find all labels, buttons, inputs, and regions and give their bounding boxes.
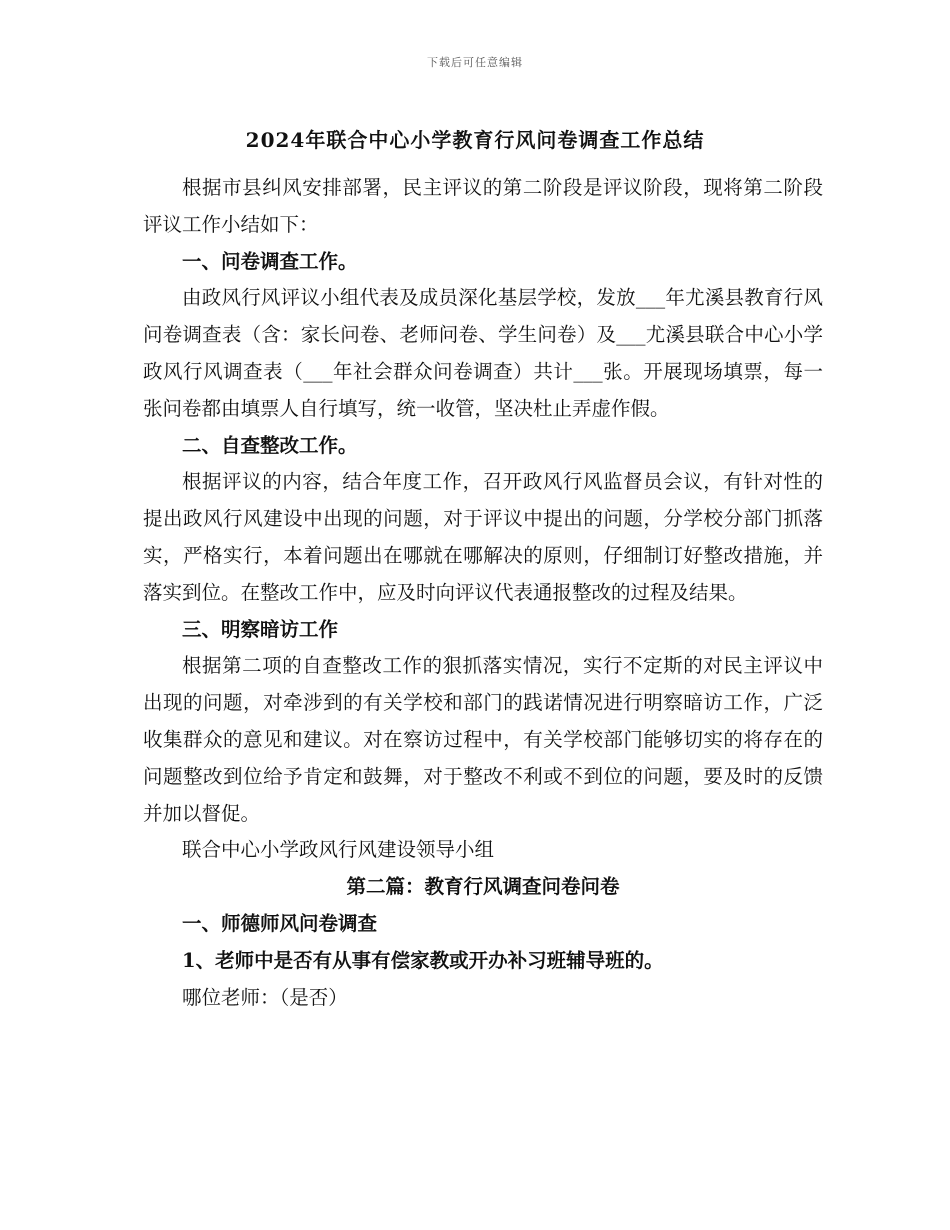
document-body bbox=[143, 170, 823, 1016]
intro-paragraph: 根据市县纠风安排部署，民主评议的第二阶段是评议阶段，现将第二阶段评议工作小结如下： bbox=[143, 176, 823, 236]
answer-line: 哪位老师：（是否） bbox=[182, 985, 348, 1009]
part2-title: 第二篇：教育行风调查问卷问卷 bbox=[346, 875, 620, 899]
section-body-questionnaire: 由政风行风评议小组代表及成员深化基层学校，发放___年尤溪县教育行风问卷调查表（含：家长问卷、老师问卷、学生问卷）及___尤溪县联合中心小学政风行风调查表（___年社会群众问卷调查）共计___张。开展现场填票，每一张问卷都由填票人自行填写，统一收管，坚决杜止弄虚作假。 bbox=[143, 286, 823, 420]
signature-line: 联合中心小学政风行风建设领导小组 bbox=[182, 838, 495, 862]
section-body-inspection-visits: 根据第二项的自查整改工作的狠抓落实情况，实行不定斯的对民主评议中出现的问题，对牵涉到的有关学校和部门的践诺情况进行明察暗访工作，广泛收集群众的意见和建议。对在察访过程中，有关学校部门能够切实的将存在的问题整改到位给予肯定和鼓舞，对于整改不利或不到位的问题，要及时的反馈并加以督促。 bbox=[143, 654, 823, 825]
question-1: 1、老师中是否有从事有偿家教或开办补习班辅导班的。 bbox=[182, 948, 664, 972]
part2-subheading: 一、师德师风问卷调查 bbox=[182, 911, 378, 935]
section-heading-inspection-visits: 三、明察暗访工作 bbox=[182, 617, 339, 641]
section-heading-questionnaire: 一、问卷调查工作。 bbox=[182, 249, 358, 273]
section-heading-self-inspection: 二、自查整改工作。 bbox=[182, 433, 358, 457]
page-header-note: 下载后可任意编辑 bbox=[427, 56, 523, 69]
section-body-self-inspection: 根据评议的内容，结合年度工作，召开政风行风监督员会议，有针对性的提出政风行风建设中出现的问题，对于评议中提出的问题，分学校分部门抓落实，严格实行，本着问题出在哪就在哪解决的原则，仔细制订好整改措施，并落实到位。在整改工作中，应及时向评议代表通报整改的过程及结果。 bbox=[143, 470, 823, 604]
document-title: 2024年联合中心小学教育行风问卷调查工作总结 bbox=[245, 128, 705, 152]
